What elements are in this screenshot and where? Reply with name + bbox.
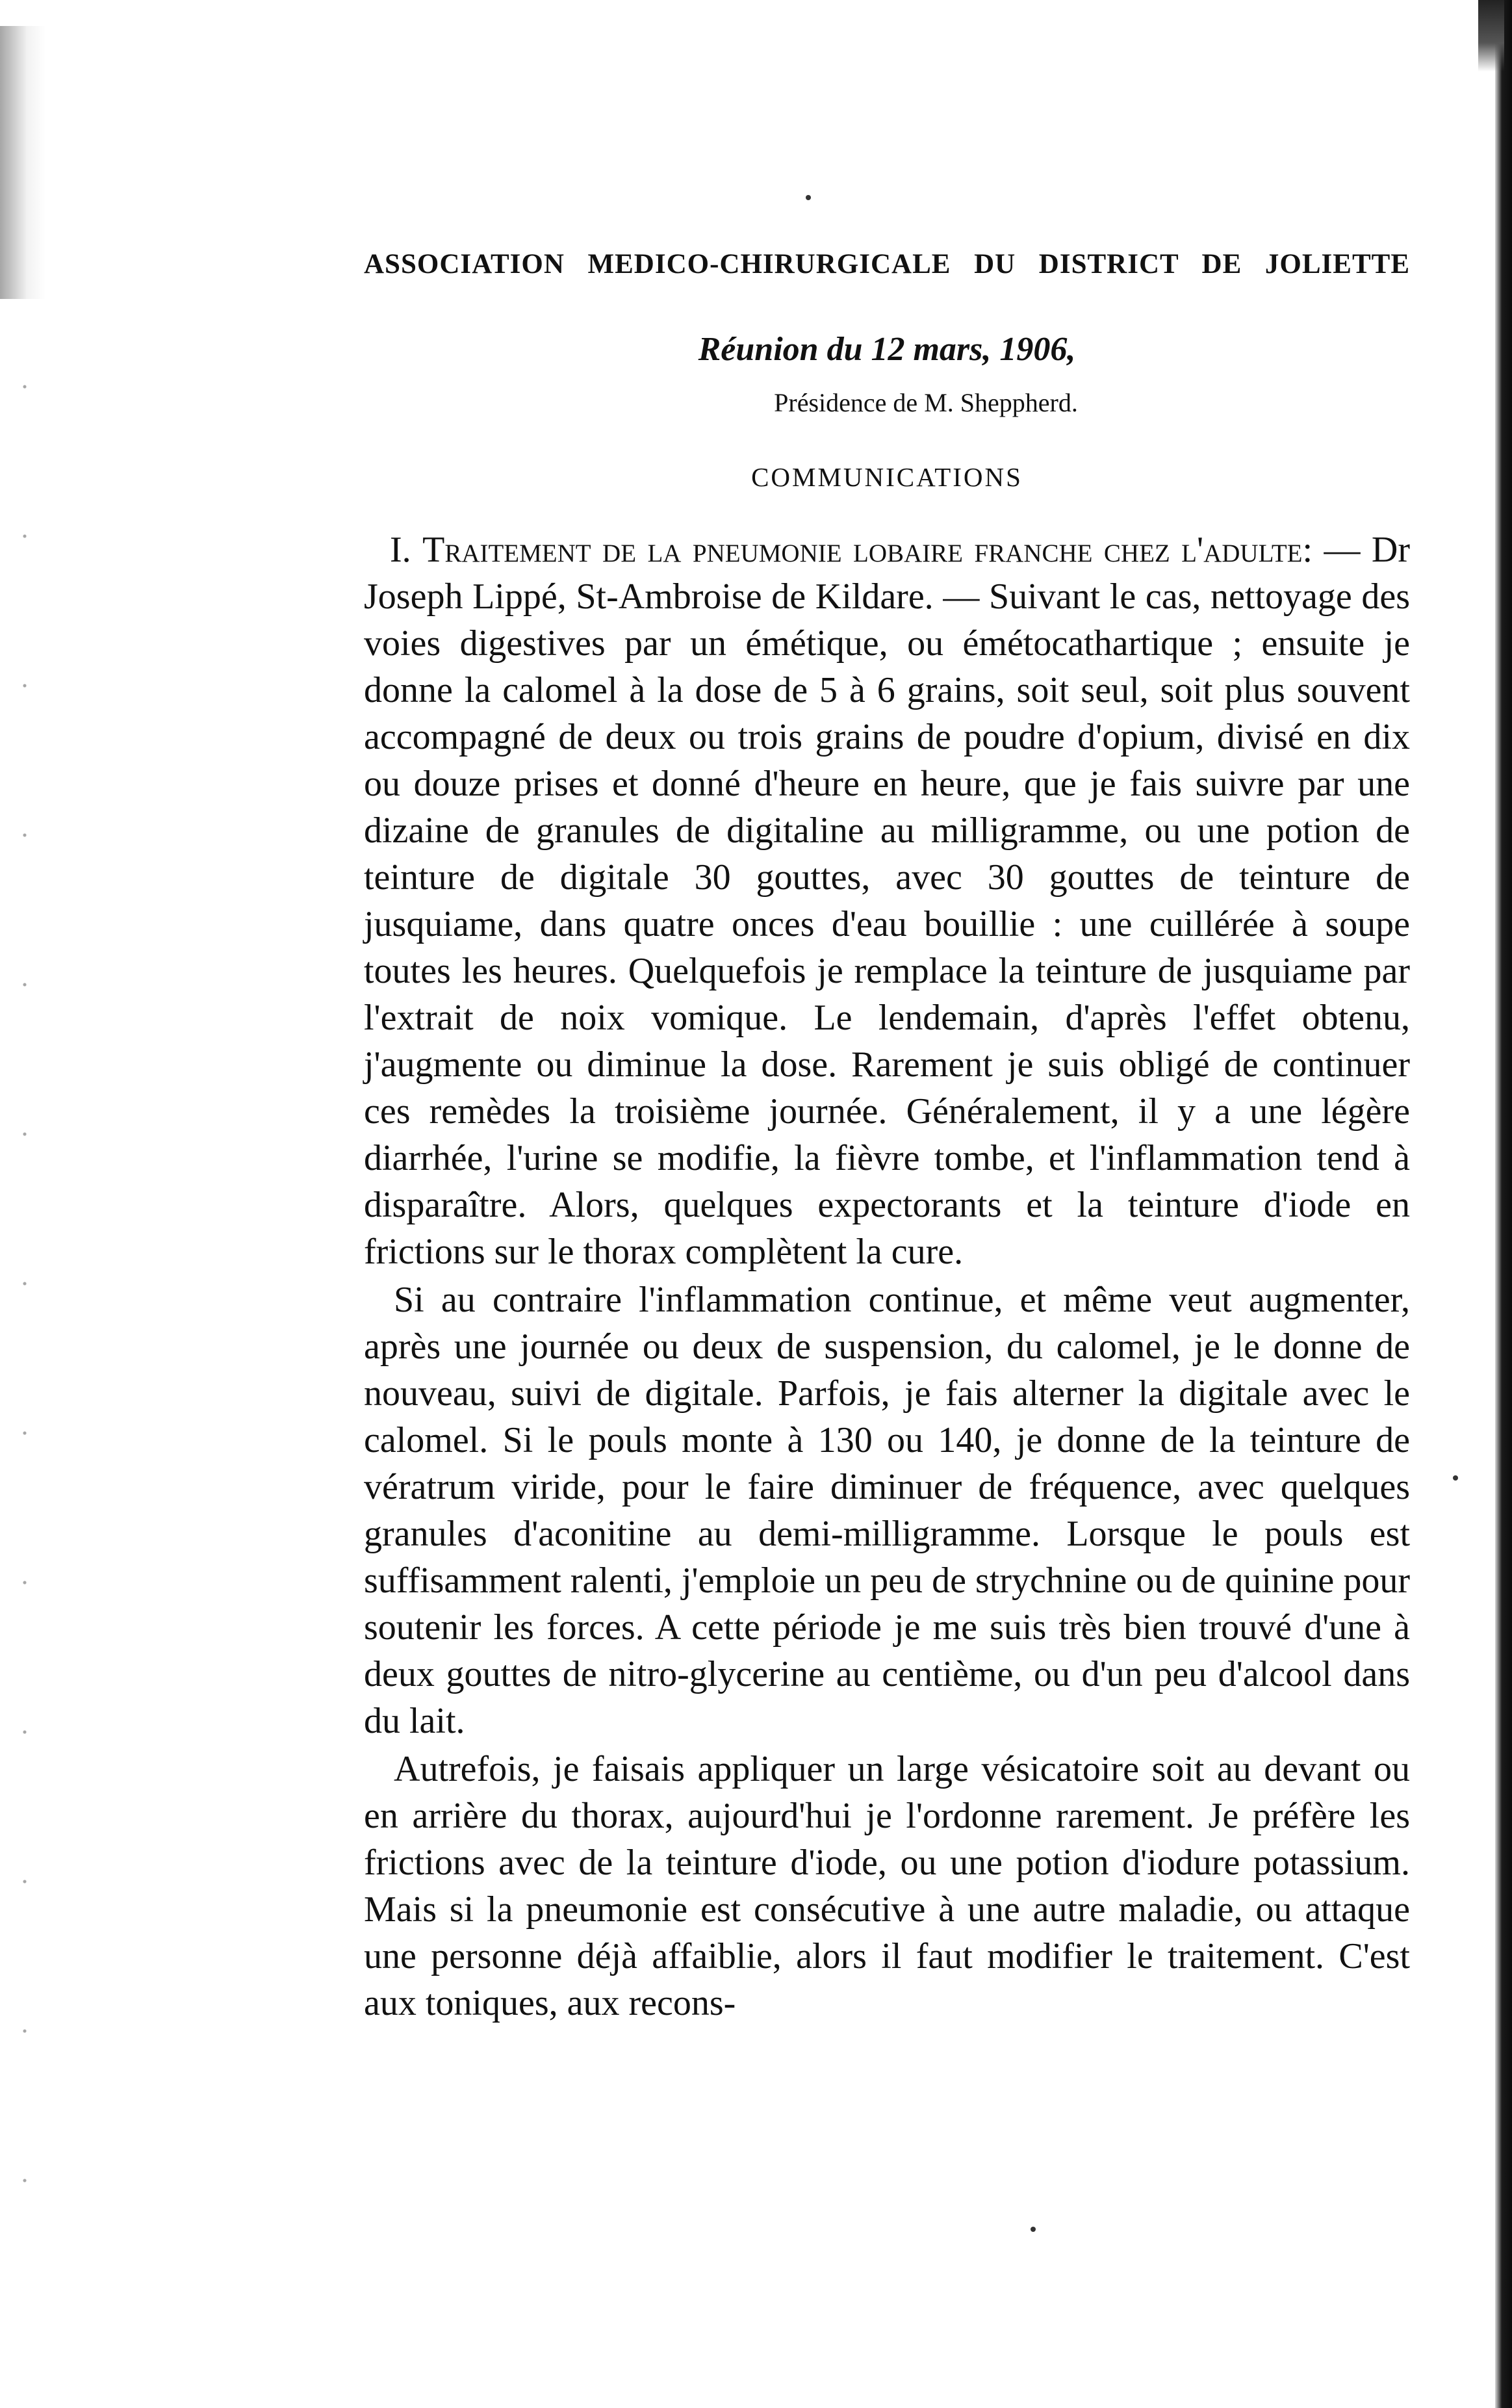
left-margin-specks (12, 312, 38, 2327)
section-title: COMMUNICATIONS (751, 462, 1023, 492)
speck (806, 195, 811, 200)
speck (1453, 1475, 1458, 1481)
article-paragraph-1 (364, 526, 1410, 1275)
paragraph-1-text: Suivant le cas, nettoyage des voies digestives par un émétique, ou émétocathartique ; ensuite je donne la calomel à la dose de 5 à 6 grains, soit seul, soit plus souvent accompagné de deux ou trois grains de poudre d'opium, divisé en dix ou douze prises et donné d'heure en heure, que je fais suivre par une dizaine de granules de digitaline au milligramme, ou une potion de teinture de digitale 30 gouttes, avec 30 gouttes de teinture de jusquiame, dans quatre onces d'eau bouillie : une cuillérée à soupe toutes les heures. Quelquefois je remplace la teinture de jusquiame par l'extrait de noix vomique. Le lendemain, d'après l'effet obtenu, j'augmente ou diminue la dose. Rarement je suis obligé de continuer ces remèdes la troisième journée. Généralement, il y a une légère diarrhée, l'urine se modifie, la fièvre tombe, et l'inflammation tend à disparaître. Alors, quelques expectorants et la teinture d'iode en frictions sur le thorax complètent la cure. (364, 576, 1411, 1272)
right-page-edge (1495, 0, 1512, 2408)
association-heading: ASSOCIATION MEDICO-CHIRURGICALE DU DISTRICT DE JOLIETTE (364, 249, 1410, 279)
article-title: Traitement de la pneumonie lobaire franche chez l'adulte (422, 530, 1303, 570)
article-paragraph-2: Si au contraire l'inflammation continue, et même veut augmenter, après une journée ou deux de suspension, du calomel, je le donne de nouveau, suivi de digitale. Parfois, je fais alterner la digitale avec le calomel. Si le pouls monte à 130 ou 140, je donne de la teinture de vératrum viride, pour le faire diminuer de fréquence, avec quelques granules d'aconitine au demi-milligramme. Lorsque le pouls est suffisamment ralenti, j'emploie un peu de strychnine ou de quinine pour soutenir les forces. A cette période je me suis très bien trouvé d'une à deux gouttes de nitro-glycerine au centième, ou d'un peu d'alcool dans du lait. (364, 1280, 1410, 1741)
meeting-date: Réunion du 12 mars, 1906, (698, 331, 1076, 368)
article-body (364, 526, 1410, 2028)
article-number: I. (390, 530, 411, 570)
article-author: : — Dr Joseph Lippé, St-Ambroise de Kildare. — (364, 530, 1410, 617)
speck (1031, 2227, 1036, 2232)
right-edge-top-mark (1478, 0, 1504, 71)
binding-shadow (0, 26, 45, 299)
presidence-line: Présidence de M. Sheppherd. (774, 388, 1078, 417)
article-paragraph-3: Autrefois, je faisais appliquer un large vésicatoire soit au devant ou en arrière du thorax, aujourd'hui je l'ordonne rarement. Je préfère les frictions avec de la teinture d'iode, ou une potion d'iodure potassium. Mais si la pneumonie est consécutive à une autre maladie, ou attaque une personne déjà affaiblie, alors il faut modifier le traitement. C'est aux toniques, aux recons- (364, 1749, 1410, 2023)
